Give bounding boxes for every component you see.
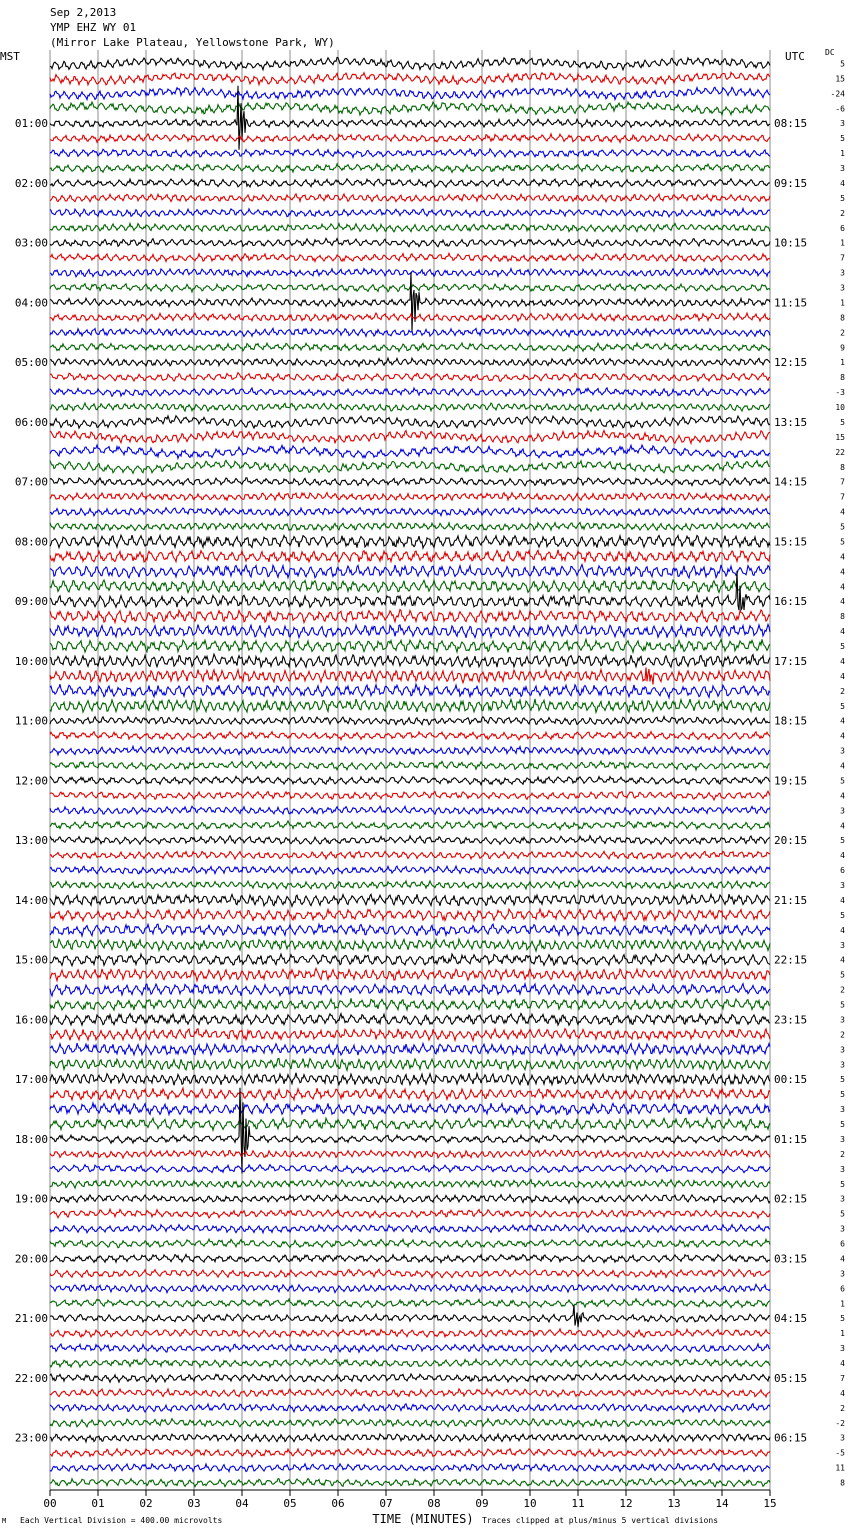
dc-offset-label: 3 [840,1194,845,1204]
dc-offset-label: 5 [840,1209,845,1219]
seismic-trace [50,639,770,652]
seismic-trace [50,238,770,246]
mst-hour-label: 02:00 [14,176,48,190]
dc-offset-label: 5 [840,1075,845,1085]
dc-offset-label: 4 [840,1388,845,1398]
seismic-trace [50,894,770,906]
dc-offset-label: 5 [840,970,845,980]
x-tick-label: 15 [763,1497,777,1510]
seismic-trace [50,699,770,712]
seismic-trace [50,565,770,578]
dc-offset-label: 3 [840,881,845,891]
seismic-trace [50,776,770,784]
seismic-trace [50,667,770,684]
mst-hour-label: 18:00 [14,1132,48,1146]
mst-hour-label: 10:00 [14,654,48,668]
dc-offset-label: 1 [840,1299,845,1309]
seismic-trace [50,478,770,486]
seismic-trace [50,1344,770,1352]
seismic-trace [50,343,770,351]
seismic-trace [50,1478,770,1486]
dc-offset-label: 2 [840,1030,845,1040]
seismic-trace [50,580,770,593]
dc-offset-label: 3 [840,1269,845,1279]
seismic-trace [50,358,770,366]
chart-station: YMP EHZ WY 01 [50,21,137,34]
utc-hour-label: 05:15 [774,1371,808,1385]
seismic-trace [50,1269,770,1277]
seismic-trace [50,717,770,725]
dc-offset-label: 2 [840,985,845,995]
dc-offset-label: 3 [840,119,845,129]
seismic-trace [50,1404,770,1412]
dc-offset-label: 4 [840,656,845,666]
seismic-trace [50,1359,770,1367]
dc-offset-label: -6 [835,104,845,114]
seismic-trace [50,1088,770,1100]
utc-hour-label: 03:15 [774,1252,808,1266]
seismic-trace [50,1329,770,1337]
seismic-trace [50,909,770,921]
seismic-trace [50,624,770,637]
seismic-trace [50,508,770,516]
dc-offset-label: 8 [840,612,845,622]
seismic-trace [50,179,770,187]
seismic-trace [50,194,770,202]
dc-offset-label: 10 [835,403,845,413]
mst-axis-label: MST [0,50,20,63]
seismic-trace [50,684,770,698]
dc-offset-label: 3 [840,1134,845,1144]
dc-offset-label: -24 [830,89,845,99]
seismic-trace [50,998,770,1010]
dc-offset-label: 5 [840,1179,845,1189]
dc-offset-label: 6 [840,1284,845,1294]
utc-hour-label: 06:15 [774,1431,808,1445]
x-tick-label: 12 [619,1497,633,1510]
dc-offset-label: 4 [840,821,845,831]
utc-hour-label: 14:15 [774,475,808,489]
seismic-trace [50,1118,770,1130]
dc-offset-label: 5 [840,776,845,786]
seismic-trace [50,134,770,143]
dc-offset-label: 9 [840,343,845,353]
dc-offset-label: 6 [840,866,845,876]
seismic-trace [50,164,770,173]
mst-hour-label: 01:00 [14,117,48,131]
dc-offset-label: 1 [840,358,845,368]
mst-hour-label: 16:00 [14,1013,48,1027]
seismic-trace [50,1180,770,1188]
seismic-trace [50,1284,770,1292]
x-tick-label: 08 [427,1497,441,1510]
seismic-trace [50,403,770,412]
dc-offset-label: 5 [840,701,845,711]
x-tick-label: 11 [571,1497,585,1510]
seismic-trace [50,431,770,444]
dc-offset-label: -5 [835,1448,845,1458]
mst-hour-label: 19:00 [14,1192,48,1206]
dc-offset-label: 5 [840,1090,845,1100]
seismic-trace [50,1029,770,1041]
dc-offset-label: 7 [840,253,845,263]
seismic-trace [50,1043,770,1055]
x-axis-title: TIME (MINUTES) [372,1512,474,1526]
seismic-trace [50,732,770,740]
seismic-trace [50,460,770,473]
utc-hour-label: 19:15 [774,774,808,788]
dc-offset-label: 4 [840,925,845,935]
seismic-trace [50,1014,770,1026]
x-tick-label: 14 [715,1497,729,1510]
dc-offset-label: 22 [835,447,845,457]
dc-offset-label: 3 [840,268,845,278]
x-tick-label: 01 [91,1497,105,1510]
utc-hour-label: 12:15 [774,356,808,370]
seismic-trace [50,924,770,936]
seismic-trace [50,416,770,428]
dc-offset-label: 5 [840,836,845,846]
dc-offset-label: 4 [840,731,845,741]
utc-axis-label: UTC [785,50,805,63]
seismic-trace [50,1239,770,1248]
mst-hour-label: 09:00 [14,595,48,609]
seismic-trace [50,1165,770,1173]
dc-offset-label: -3 [835,388,845,398]
seismic-trace [50,610,770,623]
mst-hour-label: 23:00 [14,1431,48,1445]
mst-hour-label: 06:00 [14,415,48,429]
dc-offset-label: 5 [840,537,845,547]
seismic-trace [50,535,770,548]
mst-hour-label: 21:00 [14,1312,48,1326]
mst-hour-label: 17:00 [14,1073,48,1087]
seismic-trace [50,550,770,562]
seismic-trace [50,791,770,800]
dc-column-label: DC [825,48,835,57]
mst-hour-label: 15:00 [14,953,48,967]
dc-offset-label: 1 [840,1329,845,1339]
dc-offset-label: 5 [840,642,845,652]
utc-hour-label: 22:15 [774,953,808,967]
utc-hour-label: 16:15 [774,595,808,609]
mst-hour-label: 22:00 [14,1371,48,1385]
dc-offset-label: 8 [840,462,845,472]
dc-offset-label: 5 [840,417,845,427]
dc-offset-label: 4 [840,582,845,592]
mst-hour-label: 04:00 [14,296,48,310]
dc-offset-label: 1 [840,298,845,308]
seismic-trace [50,761,770,770]
mst-hour-label: 05:00 [14,356,48,370]
dc-offset-label: 4 [840,851,845,861]
dc-offset-label: 5 [840,134,845,144]
x-tick-label: 09 [475,1497,489,1510]
dc-offset-label: 4 [840,552,845,562]
seismic-trace [50,1255,770,1263]
dc-offset-label: 4 [840,716,845,726]
dc-offset-label: 5 [840,1000,845,1010]
seismic-trace [50,806,770,814]
dc-offset-label: 3 [840,1164,845,1174]
seismic-trace [50,72,770,84]
seismic-trace [50,1305,770,1328]
seismic-trace [50,1150,770,1158]
seismic-trace [50,939,770,951]
dc-offset-label: 2 [840,328,845,338]
seismic-trace [50,523,770,531]
seismic-trace [50,272,770,332]
seismic-trace [50,1434,770,1442]
mst-hour-label: 14:00 [14,893,48,907]
mst-hour-label: 03:00 [14,236,48,250]
dc-offset-label: 3 [840,746,845,756]
seismic-trace [50,1389,770,1397]
dc-offset-label: 5 [840,1314,845,1324]
seismic-trace [50,1059,770,1071]
seismic-trace [50,313,770,321]
corner-mark: M [2,1517,7,1525]
utc-hour-label: 15:15 [774,535,808,549]
seismic-trace [50,968,770,980]
dc-offset-label: 4 [840,1254,845,1264]
dc-offset-label: 3 [840,1224,845,1234]
mst-hour-label: 12:00 [14,774,48,788]
dc-offset-label: 3 [840,1045,845,1055]
dc-offset-label: 3 [840,164,845,174]
x-tick-label: 06 [331,1497,345,1510]
dc-offset-label: 2 [840,208,845,218]
dc-offset-label: 4 [840,791,845,801]
dc-offset-label: 8 [840,313,845,323]
x-tick-label: 10 [523,1497,537,1510]
seismic-trace [50,1464,770,1472]
dc-offset-label: 3 [840,1015,845,1025]
dc-offset-label: 4 [840,507,845,517]
dc-offset-label: 7 [840,1373,845,1383]
seismic-trace [50,821,770,830]
seismic-trace [50,836,770,845]
dc-offset-label: 7 [840,492,845,502]
x-tick-label: 07 [379,1497,393,1510]
x-tick-label: 02 [139,1497,153,1510]
dc-offset-label: 11 [835,1463,845,1473]
chart-date: Sep 2,2013 [50,6,117,19]
seismic-trace [50,851,770,859]
mst-hour-label: 07:00 [14,475,48,489]
dc-offset-label: 5 [840,910,845,920]
utc-hour-label: 13:15 [774,415,808,429]
seismic-trace [50,984,770,996]
seismic-trace [50,328,770,336]
dc-offset-label: 4 [840,1359,845,1369]
utc-hour-label: 17:15 [774,654,808,668]
clip-note: Traces clipped at plus/minus 5 vertical divisions [482,1516,719,1525]
dc-offset-label: 4 [840,761,845,771]
seismic-trace [50,493,770,501]
utc-hour-label: 11:15 [774,296,808,310]
dc-offset-label: 3 [840,1433,845,1443]
x-tick-label: 03 [187,1497,201,1510]
dc-offset-label: 5 [840,193,845,203]
dc-offset-label: 7 [840,477,845,487]
dc-offset-label: 4 [840,627,845,637]
seismic-trace [50,1225,770,1233]
seismic-trace [50,1449,770,1458]
dc-offset-label: 3 [840,806,845,816]
seismic-trace [50,866,770,874]
dc-offset-label: -2 [835,1418,845,1428]
dc-offset-label: 5 [840,59,845,69]
seismic-trace [50,209,770,217]
seismic-trace [50,881,770,889]
utc-hour-label: 01:15 [774,1132,808,1146]
chart-location: (Mirror Lake Plateau, Yellowstone Park, WY) [50,36,335,49]
x-tick-label: 04 [235,1497,249,1510]
dc-offset-label: 2 [840,1403,845,1413]
mst-hour-label: 20:00 [14,1252,48,1266]
dc-offset-label: 8 [840,1478,845,1488]
dc-offset-label: 3 [840,1060,845,1070]
utc-hour-label: 20:15 [774,834,808,848]
dc-offset-label: 2 [840,1149,845,1159]
dc-offset-label: 3 [840,1105,845,1115]
utc-hour-label: 04:15 [774,1312,808,1326]
dc-offset-label: 8 [840,373,845,383]
dc-offset-label: 6 [840,1239,845,1249]
x-tick-label: 00 [43,1497,57,1510]
mst-hour-label: 11:00 [14,714,48,728]
dc-offset-label: 4 [840,178,845,188]
utc-hour-label: 10:15 [774,236,808,250]
utc-hour-label: 08:15 [774,117,808,131]
dc-offset-label: 4 [840,895,845,905]
seismic-trace [50,224,770,232]
seismic-trace [50,388,770,396]
utc-hour-label: 23:15 [774,1013,808,1027]
utc-hour-label: 00:15 [774,1073,808,1087]
seismic-trace [50,373,770,382]
utc-hour-label: 18:15 [774,714,808,728]
seismic-trace [50,253,770,261]
dc-offset-label: 15 [835,74,845,84]
seismic-trace [50,149,770,158]
seismic-trace [50,954,770,966]
dc-offset-label: 3 [840,283,845,293]
seismic-trace [50,269,770,277]
utc-hour-label: 21:15 [774,893,808,907]
dc-offset-label: 1 [840,149,845,159]
seismic-trace [50,1299,770,1308]
seismic-trace [50,746,770,755]
seismic-trace [50,102,770,115]
seismic-trace [50,1195,770,1203]
dc-offset-label: 2 [840,686,845,696]
seismic-trace [50,445,770,458]
mst-hour-label: 13:00 [14,834,48,848]
seismic-trace [50,654,770,667]
x-tick-label: 05 [283,1497,297,1510]
dc-offset-label: 5 [840,522,845,532]
mst-hour-label: 08:00 [14,535,48,549]
dc-offset-label: 6 [840,223,845,233]
seismic-trace [50,1088,770,1174]
scale-note: Each Vertical Division = 400.00 microvolts [20,1516,223,1525]
utc-hour-label: 02:15 [774,1192,808,1206]
dc-offset-label: 3 [840,940,845,950]
seismic-trace [50,1374,770,1383]
seismic-trace [50,58,770,70]
dc-offset-label: 4 [840,567,845,577]
dc-offset-label: 15 [835,432,845,442]
seismic-trace [50,87,770,99]
dc-offset-label: 1 [840,238,845,248]
dc-offset-label: 5 [840,1120,845,1130]
seismic-trace [50,1419,770,1427]
dc-offset-label: 4 [840,597,845,607]
seismic-trace [50,1073,770,1086]
seismic-trace [50,1209,770,1218]
dc-offset-label: 3 [840,1344,845,1354]
dc-offset-label: 4 [840,955,845,965]
x-tick-label: 13 [667,1497,681,1510]
dc-offset-label: 4 [840,671,845,681]
seismic-trace [50,1103,770,1115]
utc-hour-label: 09:15 [774,176,808,190]
